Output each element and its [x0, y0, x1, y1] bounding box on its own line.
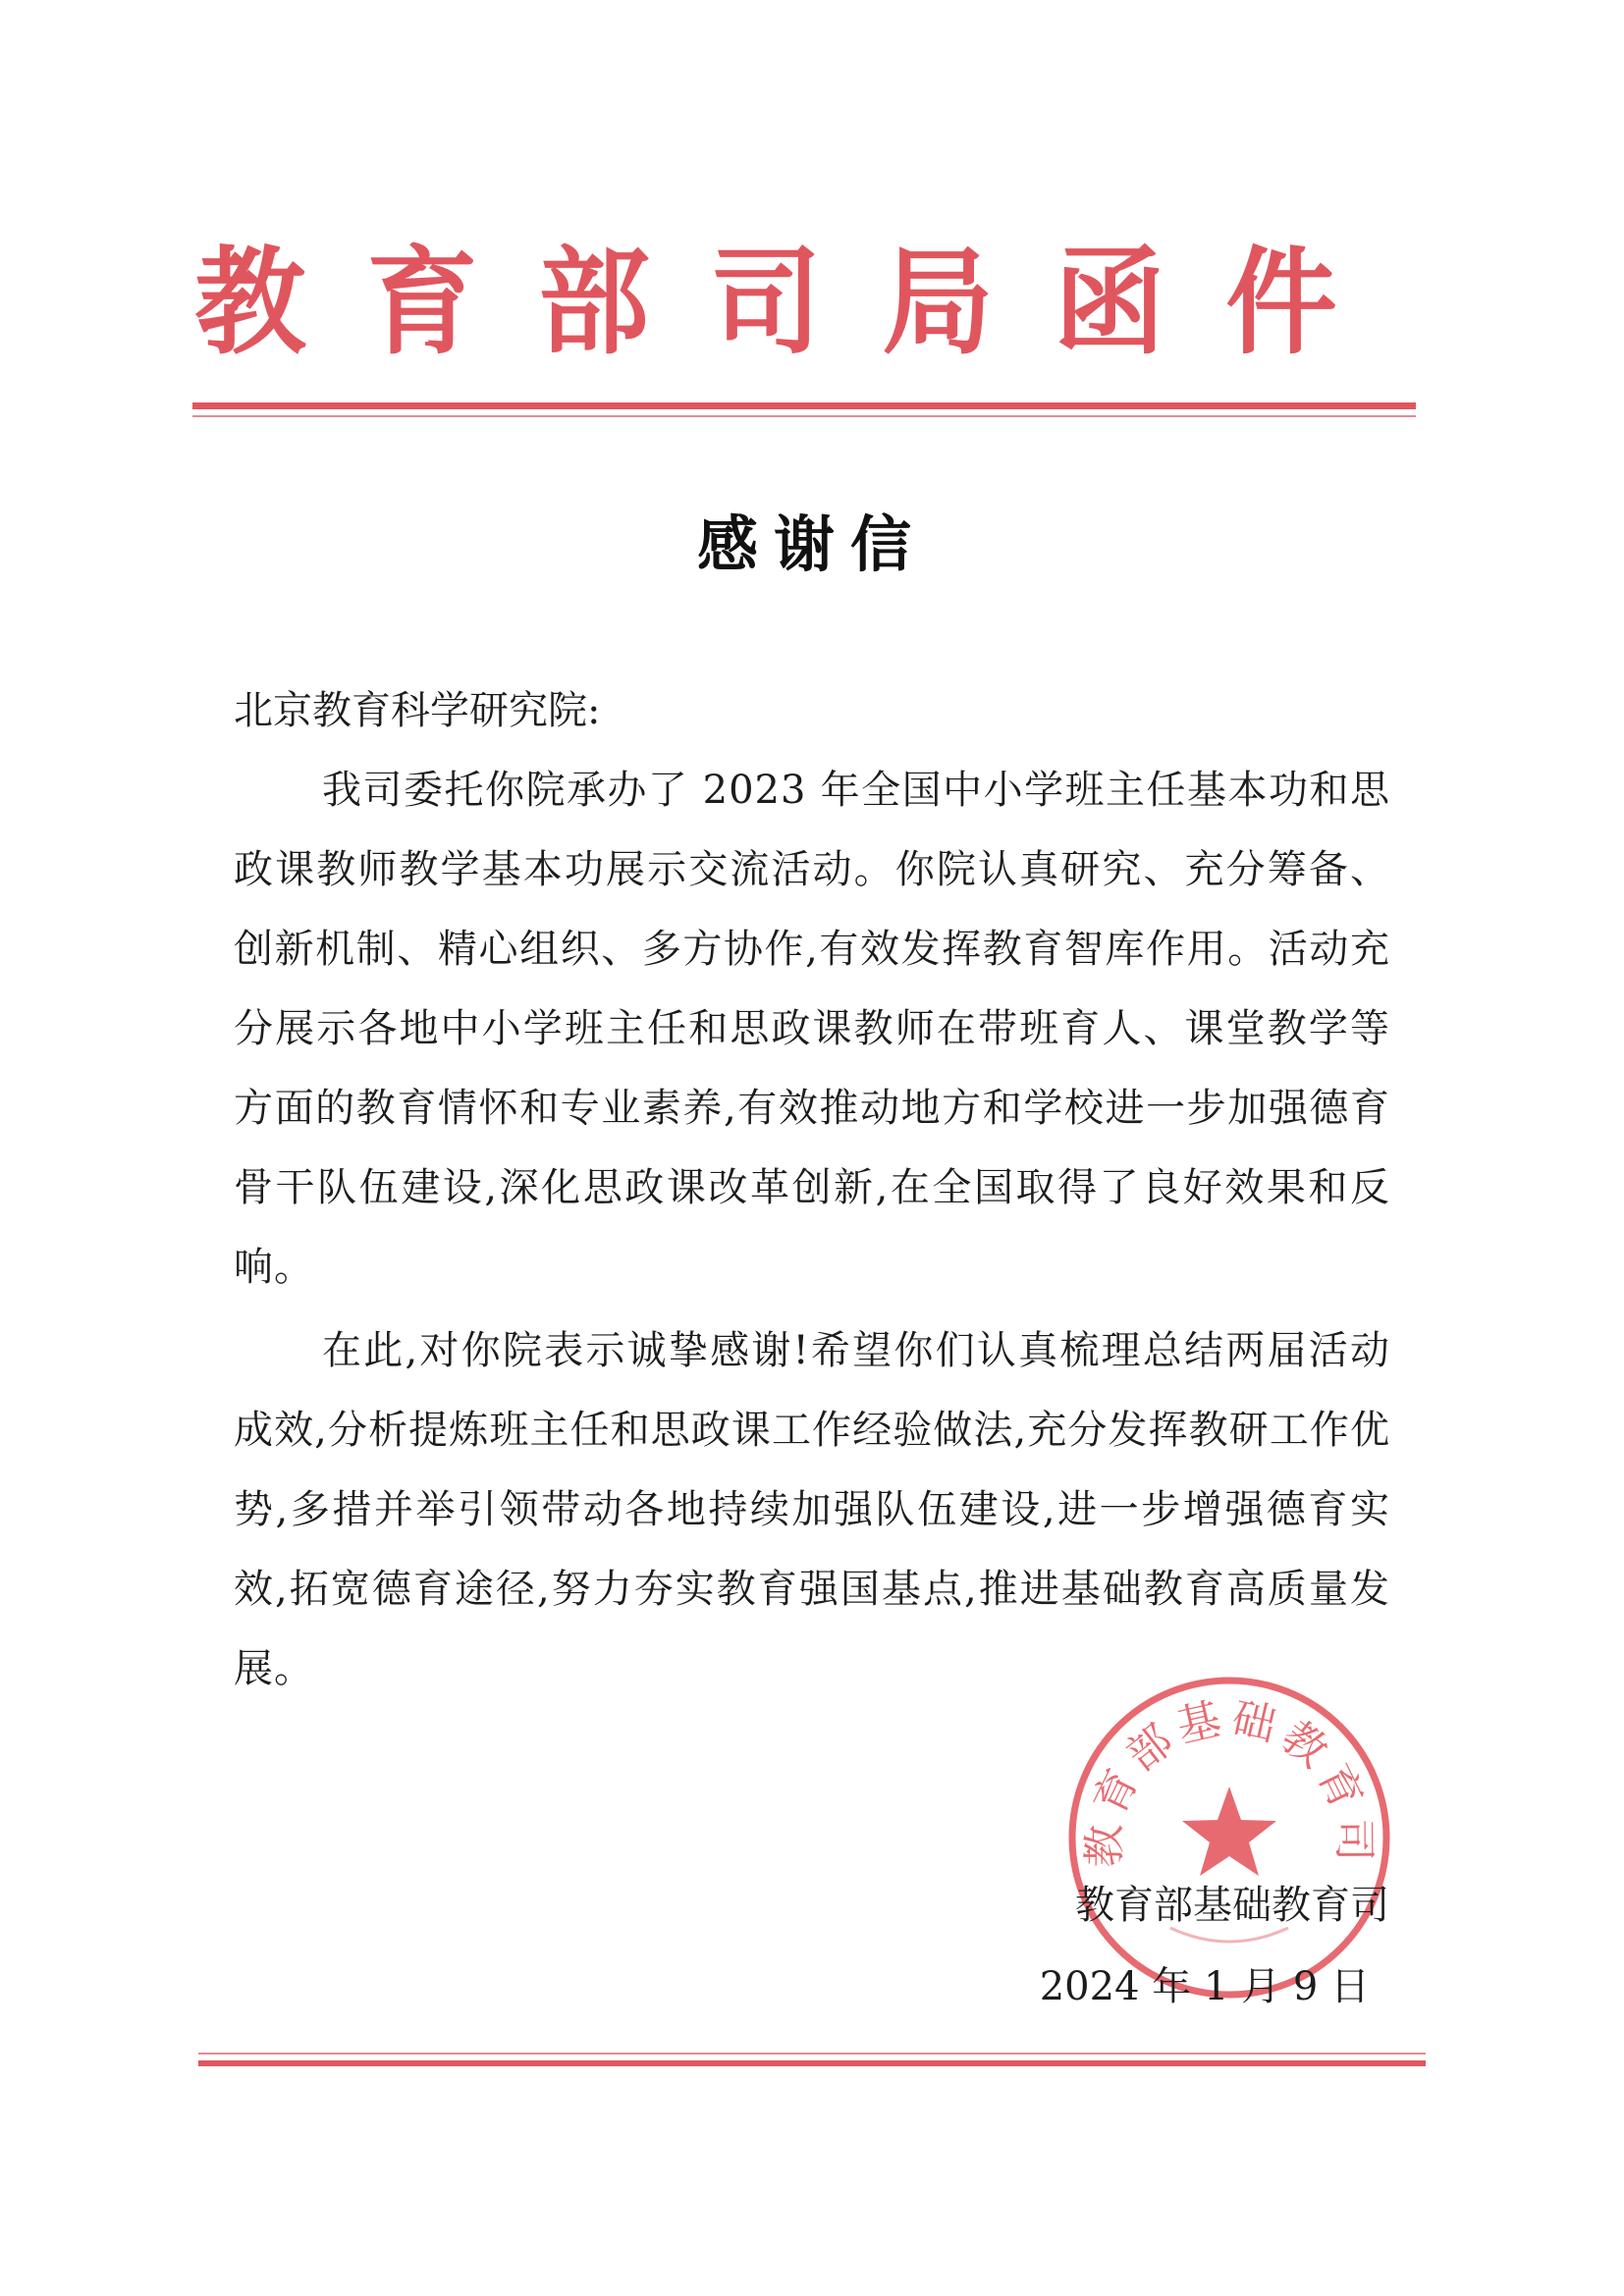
signer-name: 教育部基础教育司: [1075, 1883, 1389, 1928]
document-title: 感谢信: [696, 508, 927, 580]
star-icon: [1182, 1787, 1276, 1876]
letterhead-divider-thick: [192, 402, 1416, 409]
letterhead-divider-thin: [192, 415, 1416, 417]
letterhead-char: 司: [710, 234, 822, 370]
letterhead-title: [187, 224, 1345, 381]
body-paragraph-2: 在此,对你院表示诚挚感谢!希望你们认真梳理总结两届活动成效,分析提炼班主任和思政课工作经验做法,充分发挥教研工作优势,多措并举引领带动各地持续加强队伍建设,进一步增强德育实效,拓宽德育途径,努力夯实教育强国基点,推进基础教育高质量发展。: [234, 1328, 1390, 1691]
letterhead-char: 件: [1225, 234, 1337, 370]
signature-date: 2024 年 1 月 9 日: [1039, 1964, 1370, 2009]
letterhead-char: 函: [1054, 234, 1165, 370]
letterhead-char: 育: [366, 234, 478, 370]
body-paragraph-1: 我司委托你院承办了 2023 年全国中小学班主任基本功和思政课教师教学基本功展示交流活动。你院认真研究、充分筹备、创新机制、精心组织、多方协作,有效发挥教育智库作用。活动充分展示各地中小学班主任和思政课教师在带班育人、课堂教学等方面的教育情怀和专业素养,有效推动地方和学校进一步加强德育骨干队伍建设,深化思政课改革创新,在全国取得了良好效果和反响。: [234, 768, 1390, 1290]
letterhead-char: 部: [538, 234, 650, 370]
seal-text: 教育部基础教育司: [1079, 1692, 1380, 1868]
footer-divider-thick: [198, 2060, 1426, 2066]
footer-divider-thin: [198, 2053, 1426, 2055]
letterhead-char: 局: [882, 234, 994, 370]
salutation: 北京教育科学研究院:: [234, 688, 601, 733]
letterhead-char: 教: [194, 234, 306, 370]
